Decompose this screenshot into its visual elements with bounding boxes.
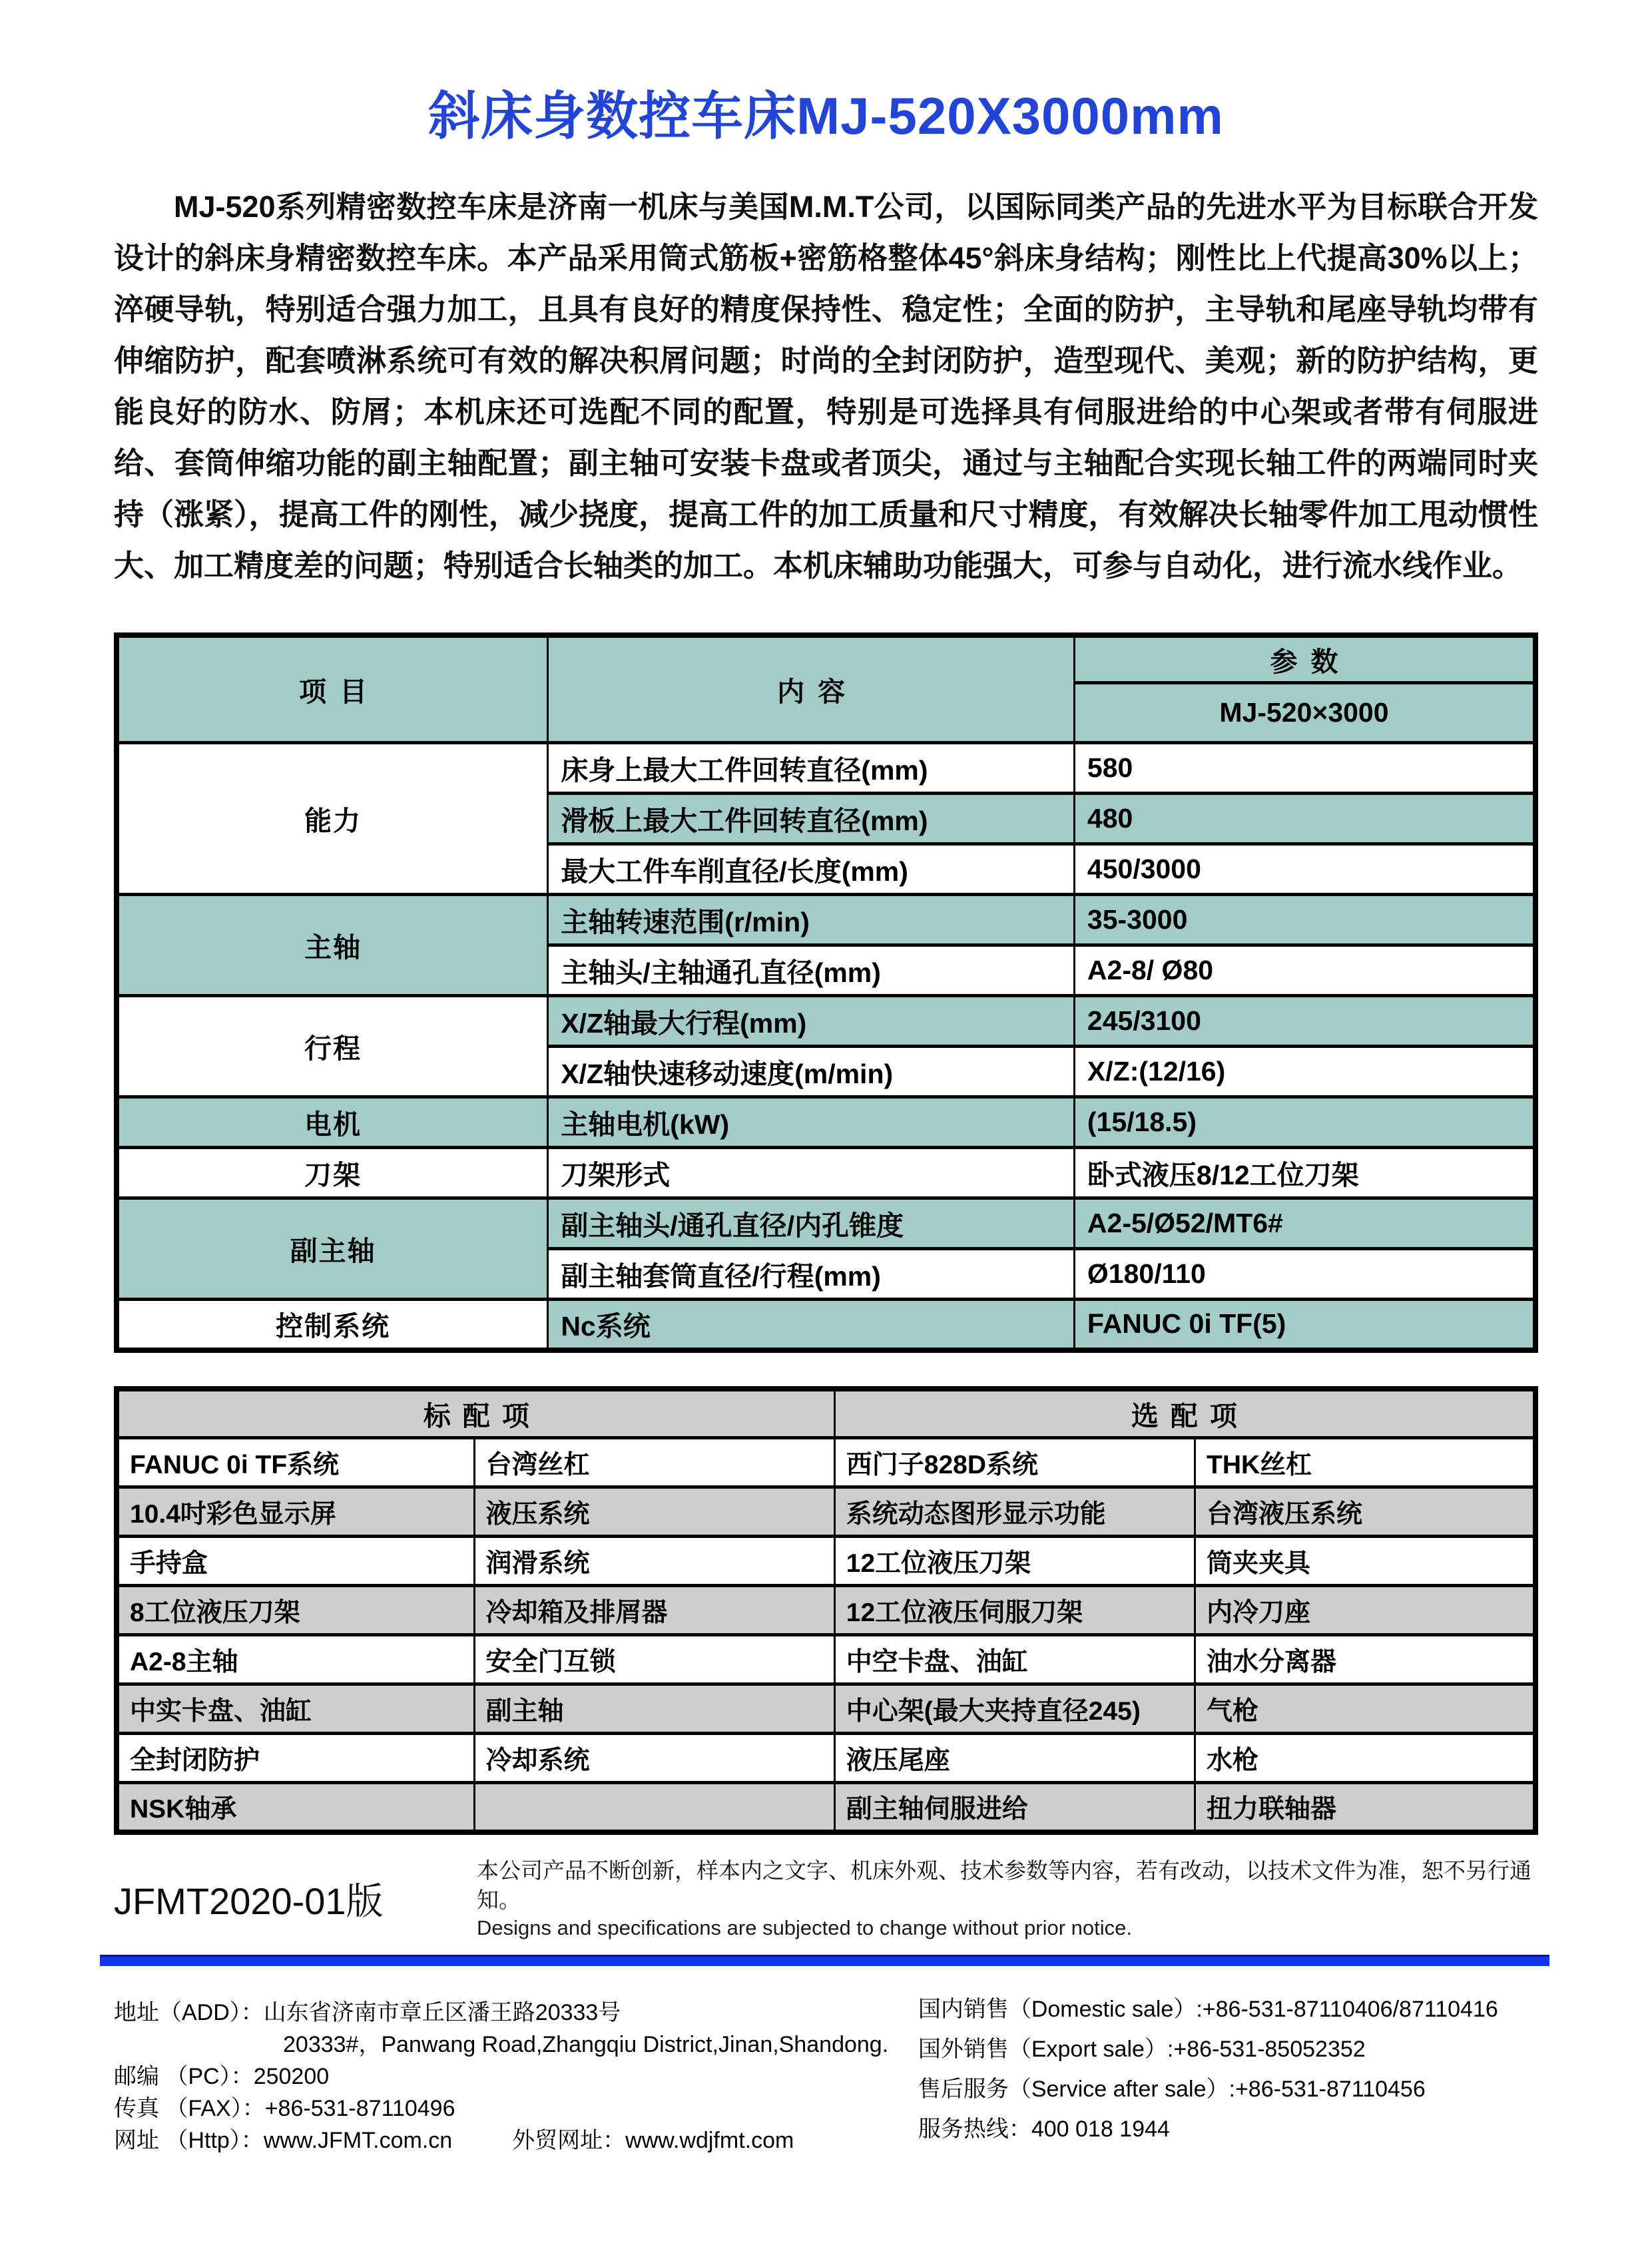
export-sale-line: 国外销售（Export sale）:+86-531-85052352 [918,2036,1366,2062]
option-cell: 12工位液压伺服刀架 [834,1586,1195,1635]
spec-content: 主轴电机(kW) [548,1097,1075,1148]
spec-value: A2-8/ Ø80 [1074,945,1535,996]
disclaimer-cn: 本公司产品不断创新，样本内之文字、机床外观、技术参数等内容，若有改动，以技术文件为准，恕不另行通知。 [477,1858,1531,1912]
options-header-optional: 选配项 [834,1389,1535,1438]
fax-line [114,2093,912,2124]
divider-bar [100,1955,1549,1966]
disclaimer-en: Designs and specifications are subjected to change without prior notice. [477,1915,1132,1939]
option-cell: 台湾丝杠 [474,1438,834,1487]
spec-content: 刀架形式 [548,1148,1075,1198]
option-cell: 系统动态图形显示功能 [834,1487,1195,1537]
spec-header-item: 项目 [117,635,548,743]
website-label: 网址 （Http）： [114,2127,264,2153]
table-row [117,996,1535,1047]
option-cell: 安全门互锁 [474,1635,834,1684]
option-cell: 冷却箱及排屑器 [474,1586,834,1635]
spec-value: 450/3000 [1074,844,1535,895]
spec-header-model: MJ-520×3000 [1074,683,1535,743]
option-cell: 水枪 [1195,1734,1535,1783]
fax-value: +86-531-87110496 [264,2095,455,2121]
spec-content: 床身上最大工件回转直径(mm) [548,743,1075,794]
option-cell: 全封闭防护 [117,1734,474,1783]
option-cell: 台湾液压系统 [1195,1487,1535,1537]
spec-content: 副主轴头/通孔直径/内孔锥度 [548,1198,1075,1249]
table-row [117,1586,1535,1635]
spec-group-subspindle: 副主轴 [117,1198,548,1300]
option-cell [474,1783,834,1832]
spec-value: Ø180/110 [1074,1249,1535,1300]
disclaimer [477,1856,1538,1941]
option-cell: 12工位液压刀架 [834,1537,1195,1586]
spec-content: Nc系统 [548,1300,1075,1350]
option-cell: 内冷刀座 [1195,1586,1535,1635]
website-line [114,2124,912,2156]
page-title: 斜床身数控车床MJ-520X3000mm [428,87,1224,145]
postcode-label: 邮编 （PC）： [114,2063,254,2089]
spec-content: X/Z轴最大行程(mm) [548,996,1075,1047]
spec-content: 主轴转速范围(r/min) [548,895,1075,945]
options-header-row [117,1389,1535,1438]
after-sale-line: 售后服务（Service after sale）:+86-531-87110456 [918,2076,1426,2102]
spec-header-param: 参数 [1074,635,1535,683]
option-cell: 中心架(最大夹持直径245) [834,1684,1195,1734]
option-cell: 油水分离器 [1195,1635,1535,1684]
option-cell: 气枪 [1195,1684,1535,1734]
table-row [117,1438,1535,1487]
spec-value: 35-3000 [1074,895,1535,945]
spec-table [114,632,1538,1353]
spec-value: 245/3100 [1074,996,1535,1047]
postcode-value: 250200 [253,2063,330,2089]
option-cell: A2-8主轴 [117,1635,474,1684]
table-row [117,1734,1535,1783]
footer-note [114,1856,1538,1941]
spec-value: FANUC 0i TF(5) [1074,1300,1535,1350]
contact-left-column [114,1997,912,2156]
option-cell: 副主轴 [474,1684,834,1734]
spec-content: 主轴头/主轴通孔直径(mm) [548,945,1075,996]
spec-value: 卧式液压8/12工位刀架 [1074,1148,1535,1198]
option-cell: 扭力联轴器 [1195,1783,1535,1832]
spec-value: (15/18.5) [1074,1097,1535,1148]
option-cell: FANUC 0i TF系统 [117,1438,474,1487]
spec-group-control: 控制系统 [117,1300,548,1350]
table-row [117,743,1535,794]
option-cell: 手持盒 [117,1537,474,1586]
address-line-en: 20333#，Panwang Road,Zhangqiu District,Jinan,Shandong. [283,2031,889,2057]
spec-content: X/Z轴快速移动速度(m/min) [548,1047,1075,1097]
table-row [117,1487,1535,1537]
address-cn: 山东省济南市章丘区潘王路20333号 [263,1999,621,2025]
spec-value: 480 [1074,794,1535,844]
spec-value: X/Z:(12/16) [1074,1047,1535,1097]
option-cell: 中空卡盘、油缸 [834,1635,1195,1684]
catalog-version: JFMT2020-01版 [114,1879,384,1922]
option-cell: 润滑系统 [474,1537,834,1586]
option-cell: 中实卡盘、油缸 [117,1684,474,1734]
option-cell: 10.4吋彩色显示屏 [117,1487,474,1537]
domestic-sale-line: 国内销售（Domestic sale）:+86-531-87110406/87110416 [918,1996,1498,2022]
options-header-standard: 标配项 [117,1389,834,1438]
table-row [117,1198,1535,1249]
spec-content: 副主轴套筒直径/行程(mm) [548,1249,1075,1300]
option-cell: 液压尾座 [834,1734,1195,1783]
option-cell: 8工位液压刀架 [117,1586,474,1635]
intro-paragraph: MJ-520系列精密数控车床是济南一机床与美国M.M.T公司，以国际同类产品的先进水平为目标联合开发设计的斜床身精密数控车床。本产品采用筒式筋板+密筋格整体45°斜床身结构；刚性比上代提高30%以上；淬硬导轨，特别适合强力加工，且具有良好的精度保持性、稳定性；全面的防护，主导轨和尾座导轨均带有伸缩防护，配套喷淋系统可有效的解决积屑问题；时尚的全封闭防护，造型现代、美观；新的防护结构，更能良好的防水、防屑；本机床还可选配不同的配置，特别是可选择具有伺服进给的中心架或者带有伺服进给、套筒伸缩功能的副主轴配置；副主轴可安装卡盘或者顶尖，通过与主轴配合实现长轴工件的两端同时夹持（涨紧），提高工件的刚性，减少挠度，提高工件的加工质量和尺寸精度，有效解决长轴零件加工甩动惯性大、加工精度差的问题；特别适合长轴类的加工。本机床辅助功能强大，可参与自动化，进行流水线作业。 [114,189,1538,583]
option-cell: 西门子828D系统 [834,1438,1195,1487]
option-cell: 液压系统 [474,1487,834,1537]
address-line [114,1997,912,2029]
spec-group-spindle: 主轴 [117,895,548,996]
hotline-line: 服务热线：400 018 1944 [918,2116,1170,2142]
export-website-url: www.wdjfmt.com [625,2127,794,2153]
contact-section [114,1997,1538,2156]
option-cell: THK丝杠 [1195,1438,1535,1487]
table-row [117,1537,1535,1586]
table-row [117,1783,1535,1832]
table-row [117,1635,1535,1684]
spec-value: 580 [1074,743,1535,794]
option-cell: 冷却系统 [474,1734,834,1783]
spec-content: 滑板上最大工件回转直径(mm) [548,794,1075,844]
fax-label: 传真 （FAX）： [114,2095,265,2121]
spec-group-turret: 刀架 [117,1148,548,1198]
table-row [117,1300,1535,1350]
spec-value: A2-5/Ø52/MT6# [1074,1198,1535,1249]
postcode-line [114,2061,912,2093]
spec-content: 最大工件车削直径/长度(mm) [548,844,1075,895]
website-url: www.JFMT.com.cn [263,2127,453,2153]
address-label: 地址（ADD）： [114,1999,264,2025]
table-row [117,1097,1535,1148]
spec-header-content: 内容 [548,635,1075,743]
table-row [117,1684,1535,1734]
table-row [117,895,1535,945]
contact-right-column [912,1997,1538,2156]
spec-group-travel: 行程 [117,996,548,1097]
spec-group-capacity: 能力 [117,743,548,895]
export-website-label: 外贸网址： [512,2127,626,2153]
table-row [117,1148,1535,1198]
options-table [114,1386,1538,1835]
option-cell: NSK轴承 [117,1783,474,1832]
spec-group-motor: 电机 [117,1097,548,1148]
spec-header-row [117,635,1535,683]
option-cell: 筒夹夹具 [1195,1537,1535,1586]
option-cell: 副主轴伺服进给 [834,1783,1195,1832]
